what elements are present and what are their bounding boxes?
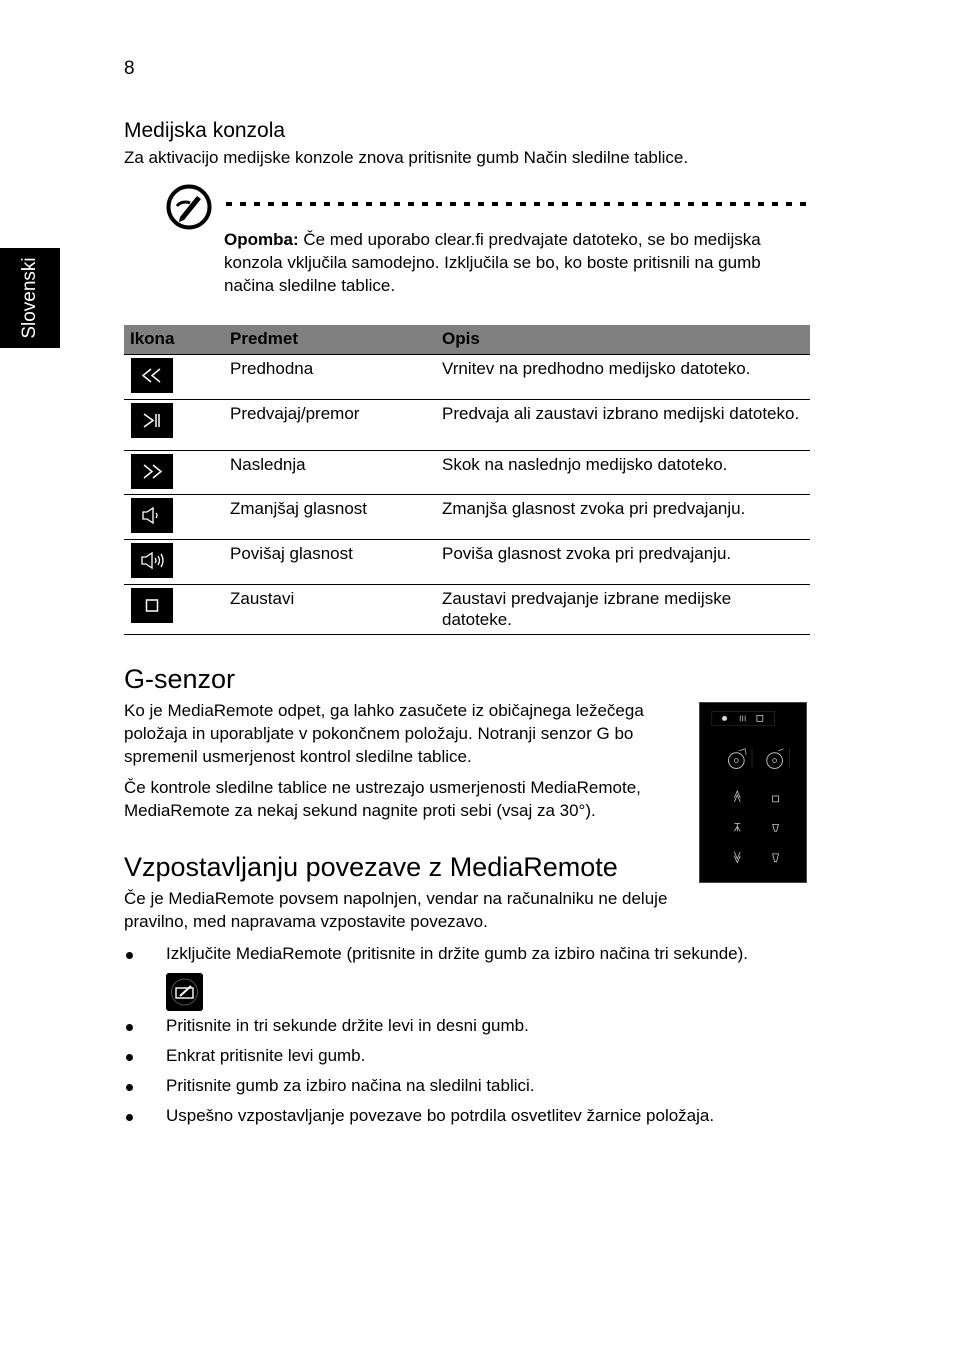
table-row — [124, 539, 810, 584]
stop-icon — [131, 588, 173, 623]
header-description: Opis — [436, 325, 810, 354]
connect-paragraph: Če je MediaRemote povsem napolnjen, vendar na računalniku ne deluje pravilno, med napravama vzpostavite povezavo. — [124, 889, 668, 931]
item-description: Predvaja ali zaustavi izbrano medijski datoteko. — [436, 399, 810, 450]
connect-heading: Vzpostavljanju povezave z MediaRemote — [124, 852, 618, 882]
list-item: Uspešno vzpostavljanje povezave bo potrdila osvetlitev žarnice položaja. — [124, 1106, 824, 1136]
list-item: Pritisnite in tri sekunde držite levi in desni gumb. — [124, 1016, 824, 1046]
mediaremote-device-image — [699, 702, 807, 883]
previous-icon — [131, 358, 173, 393]
note-text — [224, 228, 784, 297]
gsensor-heading: G-senzor — [124, 664, 236, 694]
item-description: Skok na naslednjo medijsko datoteko. — [436, 450, 810, 494]
volume-up-icon — [131, 543, 173, 578]
note-label: Opomba: — [224, 230, 299, 249]
list-item: Pritisnite gumb za izbiro načina na sledilni tablici. — [124, 1076, 824, 1106]
page-number: 8 — [124, 58, 135, 79]
table-row — [124, 494, 810, 539]
note-divider — [226, 202, 810, 206]
gsensor-paragraph-1: Ko je MediaRemote odpet, ga lahko zasučete iz običajnega ležečega položaja in uporabljate v pokončnem položaju. Notranji senzor G bo spremenil usmerjenost kontrol sledilne tablice. — [124, 701, 644, 766]
gsensor-paragraph-2: Če kontrole sledilne tablice ne ustrezajo usmerjenosti MediaRemote, MediaRemote za nekaj sekund nagnite proti sebi (vsaj za 30°). — [124, 778, 641, 820]
item-name: Povišaj glasnost — [224, 539, 436, 584]
item-name: Zaustavi — [224, 584, 436, 634]
table-row — [124, 450, 810, 494]
table-row — [124, 399, 810, 450]
item-description: Zmanjša glasnost zvoka pri predvajanju. — [436, 494, 810, 539]
language-side-tab — [0, 248, 60, 348]
item-description: Poviša glasnost zvoka pri predvajanju. — [436, 539, 810, 584]
note-pen-icon — [166, 184, 212, 230]
play-pause-icon — [131, 403, 173, 438]
item-name: Zmanjšaj glasnost — [224, 494, 436, 539]
header-icon: Ikona — [124, 325, 224, 354]
list-item: Izključite MediaRemote (pritisnite in držite gumb za izbiro načina tri sekunde). — [124, 944, 824, 972]
item-description: Vrnitev na predhodno medijsko datoteko. — [436, 354, 810, 399]
item-name: Naslednja — [224, 450, 436, 494]
item-description: Zaustavi predvajanje izbrane medijske datoteke. — [436, 584, 810, 634]
header-item: Predmet — [224, 325, 436, 354]
media-console-intro: Za aktivacijo medijske konzole znova pritisnite gumb Način sledilne tablice. — [124, 148, 689, 167]
next-icon — [131, 454, 173, 489]
volume-down-icon — [131, 498, 173, 533]
item-name: Predhodna — [224, 354, 436, 399]
media-controls-table — [124, 325, 810, 635]
table-row — [124, 354, 810, 399]
list-item: Enkrat pritisnite levi gumb. — [124, 1046, 824, 1076]
note-body: Če med uporabo clear.fi predvajate datoteko, se bo medijska konzola vključila samodejno. Izključila se bo, ko boste pritisnili na gumb načina sledilne tablice. — [224, 230, 761, 295]
connect-steps-list — [124, 944, 824, 1136]
table-row — [124, 584, 810, 634]
media-console-heading: Medijska konzola — [124, 119, 286, 142]
mode-button-icon — [166, 973, 203, 1011]
language-label: Slovenski — [19, 257, 40, 339]
item-name: Predvajaj/premor — [224, 399, 436, 450]
table-header-row — [124, 325, 810, 354]
